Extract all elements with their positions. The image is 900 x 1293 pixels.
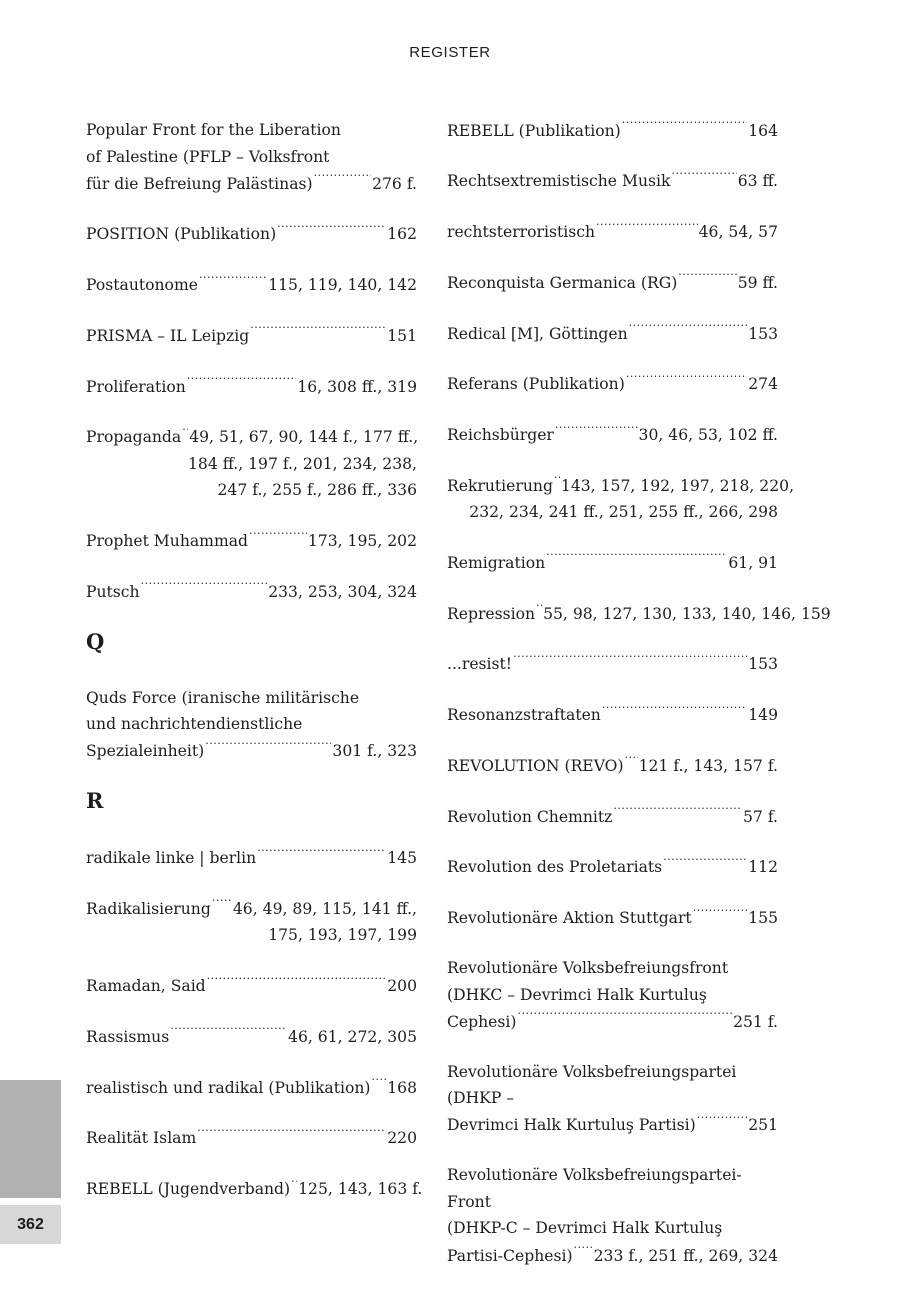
index-entry [86, 271, 417, 298]
entry-pages: 46, 49, 89, 115, 141 ff., [232, 899, 417, 918]
entry-pages: 49, 51, 67, 90, 144 f., 177 ff., [189, 428, 419, 447]
entry-term: Putsch [86, 582, 140, 601]
entry-pages: 153 [748, 655, 778, 674]
dot-leader [257, 844, 386, 863]
entry-pages: 274 [748, 375, 778, 394]
entry-pages-continued: 175, 193, 197, 199 [268, 926, 417, 945]
dot-leader [371, 1074, 386, 1093]
entry-pages: 153 [748, 324, 778, 343]
entry-pages: 30, 46, 53, 102 ff. [638, 426, 778, 445]
index-entry [447, 854, 778, 881]
dot-leader [182, 424, 188, 443]
dot-leader [513, 651, 747, 670]
dot-leader [207, 972, 387, 991]
dot-leader [212, 895, 232, 914]
entry-term: ...resist! [447, 655, 513, 674]
index-entry [86, 578, 417, 605]
entry-main-line [86, 322, 417, 349]
entry-pages: 143, 157, 192, 197, 218, 220, [560, 476, 795, 495]
entry-main-line [447, 600, 831, 627]
index-entry [447, 218, 778, 245]
entry-term: Revolution des Proletariats [447, 858, 663, 877]
index-entry [447, 421, 778, 448]
entry-pages: 162 [387, 225, 417, 244]
index-entry [86, 685, 417, 765]
entry-pages: 251 f. [733, 1012, 778, 1031]
entry-term: Resonanzstraftaten [447, 706, 601, 725]
entry-main-line [447, 651, 778, 678]
index-entry [86, 1023, 417, 1050]
entry-pages: 145 [387, 849, 417, 868]
entry-term: Remigration [447, 553, 546, 572]
dot-leader [249, 527, 307, 546]
index-entry [86, 972, 417, 999]
entry-pages: 173, 195, 202 [307, 532, 417, 551]
entry-pages: 16, 308 ff., 319 [297, 377, 417, 396]
entry-main-line [86, 527, 417, 554]
index-entry [447, 803, 778, 830]
dot-leader [602, 701, 747, 720]
entry-pages: 149 [748, 706, 778, 725]
dot-leader [663, 854, 747, 873]
entry-pages: 125, 143, 163 f. [298, 1180, 423, 1198]
entry-main-line [86, 271, 417, 298]
entry-term: Devrimci Halk Kurtuluş Partisi) [447, 1116, 696, 1135]
index-entry [86, 1175, 423, 1202]
entry-main-line [447, 904, 778, 931]
index-entry [447, 752, 778, 779]
entry-main-line [447, 854, 778, 881]
entry-main-line [86, 1023, 417, 1050]
entry-main-line [447, 1242, 778, 1269]
entry-pages: 112 [748, 858, 778, 877]
entry-term: Ramadan, Said [86, 977, 206, 996]
dot-leader [555, 421, 638, 440]
entry-main-line [447, 549, 778, 576]
index-entry [86, 221, 417, 248]
index-entry [447, 904, 778, 931]
entry-line: of Palestine (PFLP – Volksfront [86, 147, 330, 166]
entry-pages: 200 [387, 977, 417, 996]
index-entry [86, 322, 417, 349]
index-entry [86, 844, 417, 871]
dot-leader [546, 549, 727, 568]
index-entry [86, 373, 417, 400]
entry-main-line [86, 738, 417, 765]
dot-leader [693, 904, 748, 923]
entry-line: Revolutionäre Volksbefreiungspartei (DHKP – [447, 1062, 737, 1108]
entry-main-line [86, 1125, 417, 1152]
index-entry [447, 1162, 778, 1269]
entry-main-line [86, 895, 417, 922]
entry-term: Referans (Publikation) [447, 375, 625, 394]
dot-leader [596, 218, 698, 237]
entry-term: Proliferation [86, 377, 186, 396]
entry-main-line [447, 472, 795, 499]
entry-pages: 301 f., 323 [332, 742, 417, 761]
entry-pages: 251 [748, 1116, 778, 1135]
entry-main-line [86, 424, 417, 451]
index-entry [447, 549, 778, 576]
entry-term: PRISMA – IL Leipzig [86, 326, 250, 345]
dot-leader [187, 373, 297, 392]
index-entry [86, 117, 417, 197]
entry-main-line [86, 170, 417, 197]
entry-term: Revolutionäre Aktion Stuttgart [447, 909, 692, 927]
dot-leader [574, 1242, 593, 1261]
dot-leader [197, 1125, 386, 1144]
entry-pages: 233 f., 251 ff., 269, 324 [593, 1246, 778, 1265]
entry-pages: 164 [748, 121, 778, 140]
entry-term: Reichsbürger [447, 426, 554, 445]
entry-term: Repression [447, 604, 536, 623]
entry-line: (DHKC – Devrimci Halk Kurtuluş [447, 985, 707, 1004]
entry-term: Radikalisierung [86, 899, 211, 918]
dot-leader [625, 752, 638, 771]
index-entry [447, 955, 778, 1035]
entry-main-line [447, 269, 778, 296]
entry-line: (DHKP-C – Devrimci Halk Kurtuluş [447, 1219, 723, 1238]
entry-pages: 55, 98, 127, 130, 133, 140, 146, 159 [543, 604, 831, 623]
index-entry [447, 269, 778, 296]
entry-main-line [447, 421, 778, 448]
page-number: 362 [0, 1205, 61, 1244]
entry-pages: 233, 253, 304, 324 [268, 582, 417, 601]
entry-main-line [86, 1175, 423, 1202]
entry-term: Partisi-Cephesi) [447, 1246, 573, 1265]
entry-term: rechtsterroristisch [447, 223, 595, 242]
dot-leader [626, 371, 747, 390]
entry-term: POSITION (Publikation) [86, 225, 277, 244]
entry-pages: 115, 119, 140, 142 [268, 276, 417, 295]
index-entry [447, 701, 778, 728]
entries-q [86, 685, 417, 765]
entry-term: Propaganda [86, 428, 182, 447]
index-column-right [447, 117, 831, 1293]
entry-line: Revolutionäre Volksbefreiungspartei-Front [447, 1166, 742, 1211]
running-header: REGISTER [409, 44, 491, 61]
entry-main-line [447, 1008, 778, 1035]
entry-main-line [447, 1112, 778, 1139]
index-entry [447, 651, 778, 678]
entry-pages: 46, 54, 57 [698, 223, 778, 242]
entry-term: REVOLUTION (REVO) [447, 756, 624, 775]
dot-leader [170, 1023, 287, 1042]
entry-pages: 63 ff. [737, 172, 778, 191]
index-entry [447, 320, 778, 347]
index-entry [447, 168, 778, 195]
index-entry [447, 600, 831, 627]
entries-r [86, 844, 423, 1202]
dot-leader [199, 271, 267, 290]
entry-main-line [86, 373, 417, 400]
entry-term: realistisch und radikal (Publikation) [86, 1078, 371, 1097]
dot-leader [277, 221, 386, 240]
entry-pages: 168 [387, 1078, 417, 1097]
entry-pages: 61, 91 [728, 553, 778, 572]
dot-leader [671, 168, 736, 187]
entry-pages: 59 ff. [737, 273, 778, 292]
entries-p [86, 117, 417, 605]
entry-term: Rassismus [86, 1027, 170, 1046]
dot-leader [141, 578, 268, 597]
entry-term: Prophet Muhammad [86, 532, 249, 551]
dot-leader [205, 738, 331, 757]
dot-leader [697, 1112, 748, 1131]
entry-term: Rechtsextremistische Musik [447, 172, 671, 191]
entry-main-line [447, 701, 778, 728]
entry-term: Reconquista Germanica (RG) [447, 273, 678, 292]
letter-heading-r: R [86, 788, 104, 814]
index-entry [86, 424, 417, 504]
entry-pages: 155 [748, 909, 778, 927]
index-entry [86, 527, 417, 554]
entry-term: Cephesi) [447, 1012, 517, 1031]
index-entry [86, 1074, 417, 1101]
dot-leader [678, 269, 736, 288]
index-entry [447, 371, 778, 398]
entry-pages: 220 [387, 1129, 417, 1148]
entry-main-line [86, 972, 417, 999]
entry-main-line [447, 803, 778, 830]
entry-line: Popular Front for the Liberation [86, 121, 341, 139]
entry-pages-continued: 247 f., 255 f., 286 ff., 336 [217, 481, 417, 500]
dot-leader [554, 472, 560, 491]
entry-term: REBELL (Jugendverband) [86, 1180, 291, 1198]
entry-term: für die Befreiung Palästinas) [86, 174, 313, 193]
index-column-left [86, 117, 423, 1226]
entry-pages-continued: 184 ff., 197 f., 201, 234, 238, [188, 454, 417, 473]
entry-main-line [86, 578, 417, 605]
entry-pages: 46, 61, 272, 305 [288, 1027, 417, 1046]
letter-heading-q: Q [86, 628, 105, 654]
entry-term: Revolution Chemnitz [447, 807, 613, 826]
entry-term: Spezialeinheit) [86, 742, 205, 761]
entry-main-line [447, 320, 778, 347]
entry-line: Revolutionäre Volksbefreiungsfront [447, 959, 729, 977]
index-entry [86, 1125, 417, 1152]
entry-line: Quds Force (iranische militärische [86, 688, 360, 707]
entry-main-line [447, 168, 778, 195]
dot-leader [622, 117, 748, 136]
entry-line: und nachrichtendienstliche [86, 715, 303, 734]
entry-main-line [447, 117, 778, 144]
index-entry [447, 117, 778, 144]
entries-right [447, 117, 831, 1269]
entry-pages: 151 [387, 326, 417, 345]
entry-pages-continued: 232, 234, 241 ff., 251, 255 ff., 266, 298 [469, 503, 778, 522]
dot-leader [613, 803, 742, 822]
dot-leader [518, 1008, 733, 1027]
index-entry [447, 472, 795, 526]
entry-main-line [86, 844, 417, 871]
entry-main-line [447, 218, 778, 245]
entry-term: radikale linke | berlin [86, 849, 257, 868]
dot-leader [536, 600, 542, 619]
dot-leader [250, 322, 386, 341]
entry-term: Rekrutierung [447, 476, 553, 495]
dot-leader [629, 320, 748, 339]
entry-main-line [86, 1074, 417, 1101]
page-edge-tab [0, 1080, 61, 1198]
entry-term: Postautonome [86, 276, 198, 295]
entry-term: Realität Islam [86, 1129, 197, 1148]
index-entry [447, 1059, 778, 1139]
dot-leader [314, 170, 372, 189]
entry-main-line [447, 371, 778, 398]
entry-main-line [86, 221, 417, 248]
entry-main-line [447, 752, 778, 779]
entry-pages: 121 f., 143, 157 f. [638, 756, 778, 775]
index-entry [86, 895, 417, 949]
dot-leader [291, 1175, 297, 1194]
entry-term: REBELL (Publikation) [447, 121, 621, 140]
entry-pages: 276 f. [372, 174, 417, 193]
entry-pages: 57 f. [743, 807, 778, 826]
entry-term: Redical [M], Göttingen [447, 324, 628, 343]
